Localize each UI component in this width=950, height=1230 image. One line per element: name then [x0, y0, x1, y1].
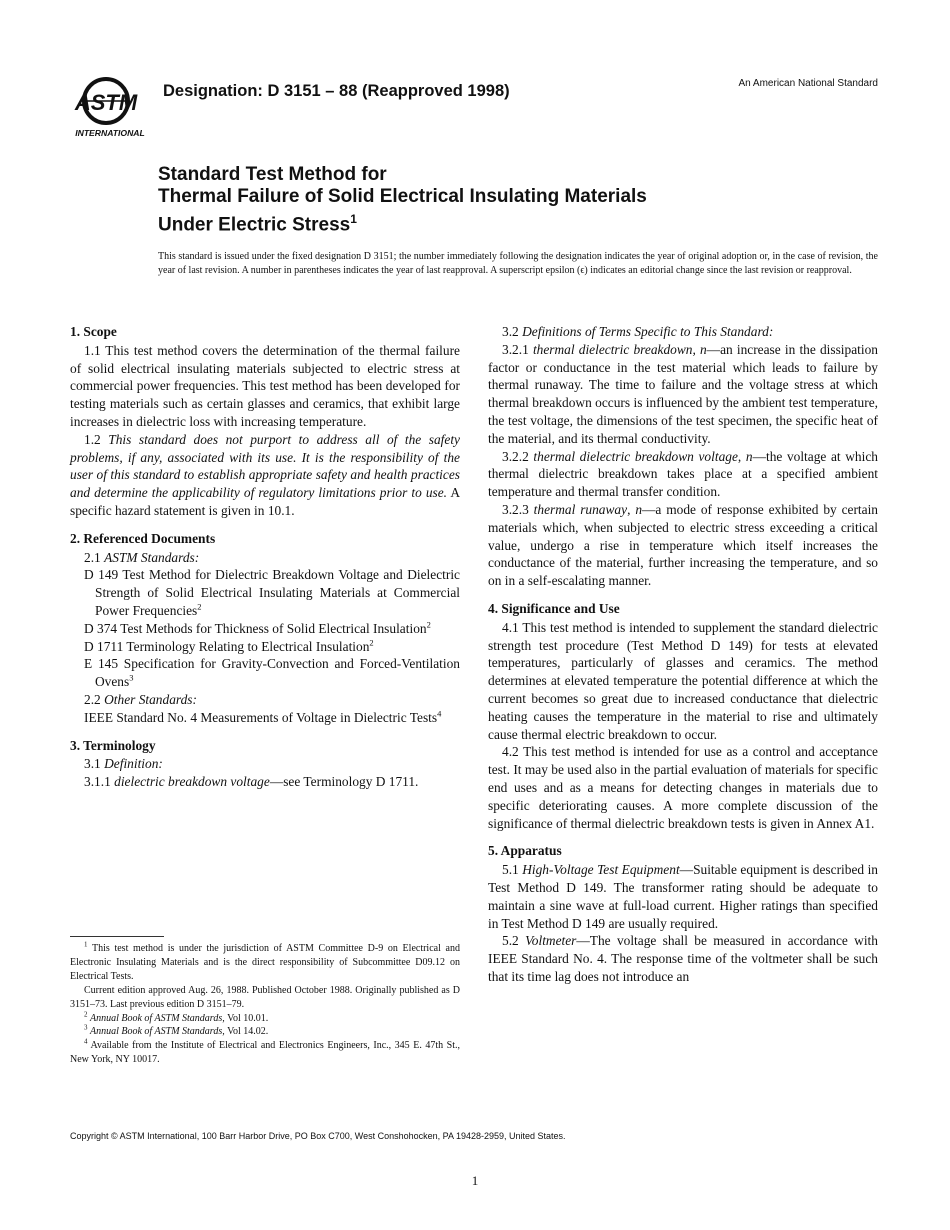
paragraph-2-2: 2.2 Other Standards:: [84, 691, 197, 707]
svg-text:ASTM: ASTM: [74, 90, 138, 115]
footnote-1-edition: Current edition approved Aug. 26, 1988. Published October 1988. Originally published as D 3151–73. Last previous edition D 3151–79.: [70, 984, 460, 1010]
document-title: [158, 164, 878, 236]
reference-d1711: D 1711 Terminology Relating to Electrical Insulation$^2$: [84, 637, 374, 654]
paragraph-5-1: 5.1 High-Voltage Test Equipment—Suitable equipment is described in Test Method D 149. The transformer rating should be adequate to maintain a sine wave at full-load current. Higher ratings than specified in Test Method D 149 are usually required.: [488, 862, 878, 931]
left-column: [70, 323, 460, 791]
footnote-divider: [70, 936, 164, 937]
footnotes: [70, 942, 460, 1067]
section-heading-scope: 1. Scope: [70, 324, 117, 339]
issued-note: This standard is issued under the fixed designation D 3151; the number immediately following the designation indicates the year of original adoption or, in the case of revision, the year of last revision. A number in parentheses indicates the year of last reapproval. A superscript epsilon (ϵ) indicates an editorial change since the last revision or reapproval.: [158, 251, 878, 276]
title-line-1: Standard Test Method for: [158, 164, 387, 185]
reference-e145: E 145 Specification for Gravity-Convection and Forced-Ventilation Ovens$^3$: [84, 656, 460, 690]
right-column: [488, 323, 878, 986]
paragraph-4-2: 4.2 This test method is intended for use as a control and acceptance test. It may be used also in the partial evaluation of materials for specific end uses and as a means for detecting changes in materials due to specific deteriorating causes. A more complete discussion of the significance of thermal dielectric breakdown tests is given in Annex A1.: [488, 744, 878, 831]
paragraph-3-2-3: 3.2.3 thermal runaway, n—a mode of response exhibited by certain materials which, when subjected to electric stress exceeding a critical value, undergo a rise in temperature which itself increases the conductance of the material, further increasing the temperature, and so on in a self-escalating manner.: [488, 501, 879, 589]
paragraph-3-2-1: 3.2.1 thermal dielectric breakdown, n—an increase in the dissipation factor or conductance in the test material which leads to failure by thermal runaway. The time to failure and the voltage stress at which thermal breakdown occurs is influenced by the ambient test temperature, the test voltage, the dimensions of the test specimen, the specific heat of the material, and its thermal conductivity.: [488, 341, 878, 446]
footnote-4: $^4$ Available from the Institute of Electrical and Electronics Engineers, Inc., 345 E. 47th St., New York, NY 10017.: [70, 1038, 460, 1066]
title-footnote-ref: 1: [350, 212, 357, 226]
footnote-2: $^2$ Annual Book of ASTM Standards, Vol 10.01.: [84, 1010, 269, 1024]
paragraph-1-2: 1.2 This standard does not purport to address all of the safety problems, if any, associated with its use. It is the responsibility of the user of this standard to establish appropriate safety and health practices and determine the applicability of regulatory limitations prior to use. A specific hazard statement is given in 10.1.: [70, 431, 460, 518]
astm-logo: [68, 76, 152, 140]
reference-d374: D 374 Test Methods for Thickness of Solid Electrical Insulation$^2$: [84, 619, 431, 636]
paragraph-3-2-2: 3.2.2 thermal dielectric breakdown voltage, n—the voltage at which thermal dielectric breakdown takes place at a specified ambient temperature and thermal transfer condition.: [488, 448, 878, 500]
section-heading-significance: 4. Significance and Use: [488, 600, 620, 616]
paragraph-2-1: 2.1 ASTM Standards:: [84, 549, 200, 565]
paragraph-4-1: 4.1 This test method is intended to supplement the standard dielectric strength test procedure (Test Method D 149) for tests at elevated temperatures, particularly of glasses and ceramics. The method determines at elevated temperature the potential difference at which the current becomes so great due to increased conductance that dielectric heating causes the temperature in the material to rise and ultimately cause thermal electric breakdown to occur.: [488, 619, 878, 742]
footnote-1: $^1$ This test method is under the jurisdiction of ASTM Committee D-9 on Electrical and Electronic Insulating Materials and is the direct responsibility of Subcommittee D09.12 on Electrical Tests.: [70, 940, 460, 982]
footnote-3: $^3$ Annual Book of ASTM Standards, Vol 14.02.: [84, 1024, 269, 1038]
paragraph-3-2: 3.2 Definitions of Terms Specific to This Standard:: [502, 324, 774, 339]
designation: Designation: D 3151 – 88 (Reapproved 1998): [163, 82, 510, 100]
logo-text: INTERNATIONAL: [75, 128, 145, 138]
reference-d149: D 149 Test Method for Dielectric Breakdown Voltage and Dielectric Strength of Solid Electrical Insulating Materials at Commercial Power Frequencies$^2$: [84, 567, 460, 618]
paragraph-1-1: 1.1 This test method covers the determination of the thermal failure of solid electrical insulating materials subjected to electric stress at commercial power frequencies. This test method has been developed for testing materials such as certain glasses and ceramics, that exhibit large increases in dielectric loss with increasing temperature.: [70, 342, 460, 429]
section-heading-referenced-documents: 2. Referenced Documents: [70, 530, 216, 546]
title-line-2: Thermal Failure of Solid Electrical Insulating Materials: [158, 186, 647, 207]
paragraph-3-1: 3.1 Definition:: [84, 756, 163, 772]
title-line-3: Under Electric Stress: [158, 214, 351, 236]
paragraph-3-1-1: 3.1.1 dielectric breakdown voltage—see Terminology D 1711.: [84, 774, 419, 790]
reference-ieee-4: IEEE Standard No. 4 Measurements of Voltage in Dielectric Tests$^4$: [84, 708, 442, 725]
copyright-notice: Copyright © ASTM International, 100 Barr Harbor Drive, PO Box C700, West Conshohocken, PA 19428-2959, United States.: [70, 1131, 566, 1141]
section-heading-apparatus: 5. Apparatus: [488, 843, 562, 859]
paragraph-5-2: 5.2 Voltmeter—The voltage shall be measured in accordance with IEEE Standard No. 4. The response time of the voltmeter shall be such that its time lag does not introduce an: [488, 933, 878, 984]
page-number: 1: [471, 1173, 479, 1188]
national-standard-label: An American National Standard: [738, 78, 878, 89]
section-heading-terminology: 3. Terminology: [70, 737, 156, 753]
